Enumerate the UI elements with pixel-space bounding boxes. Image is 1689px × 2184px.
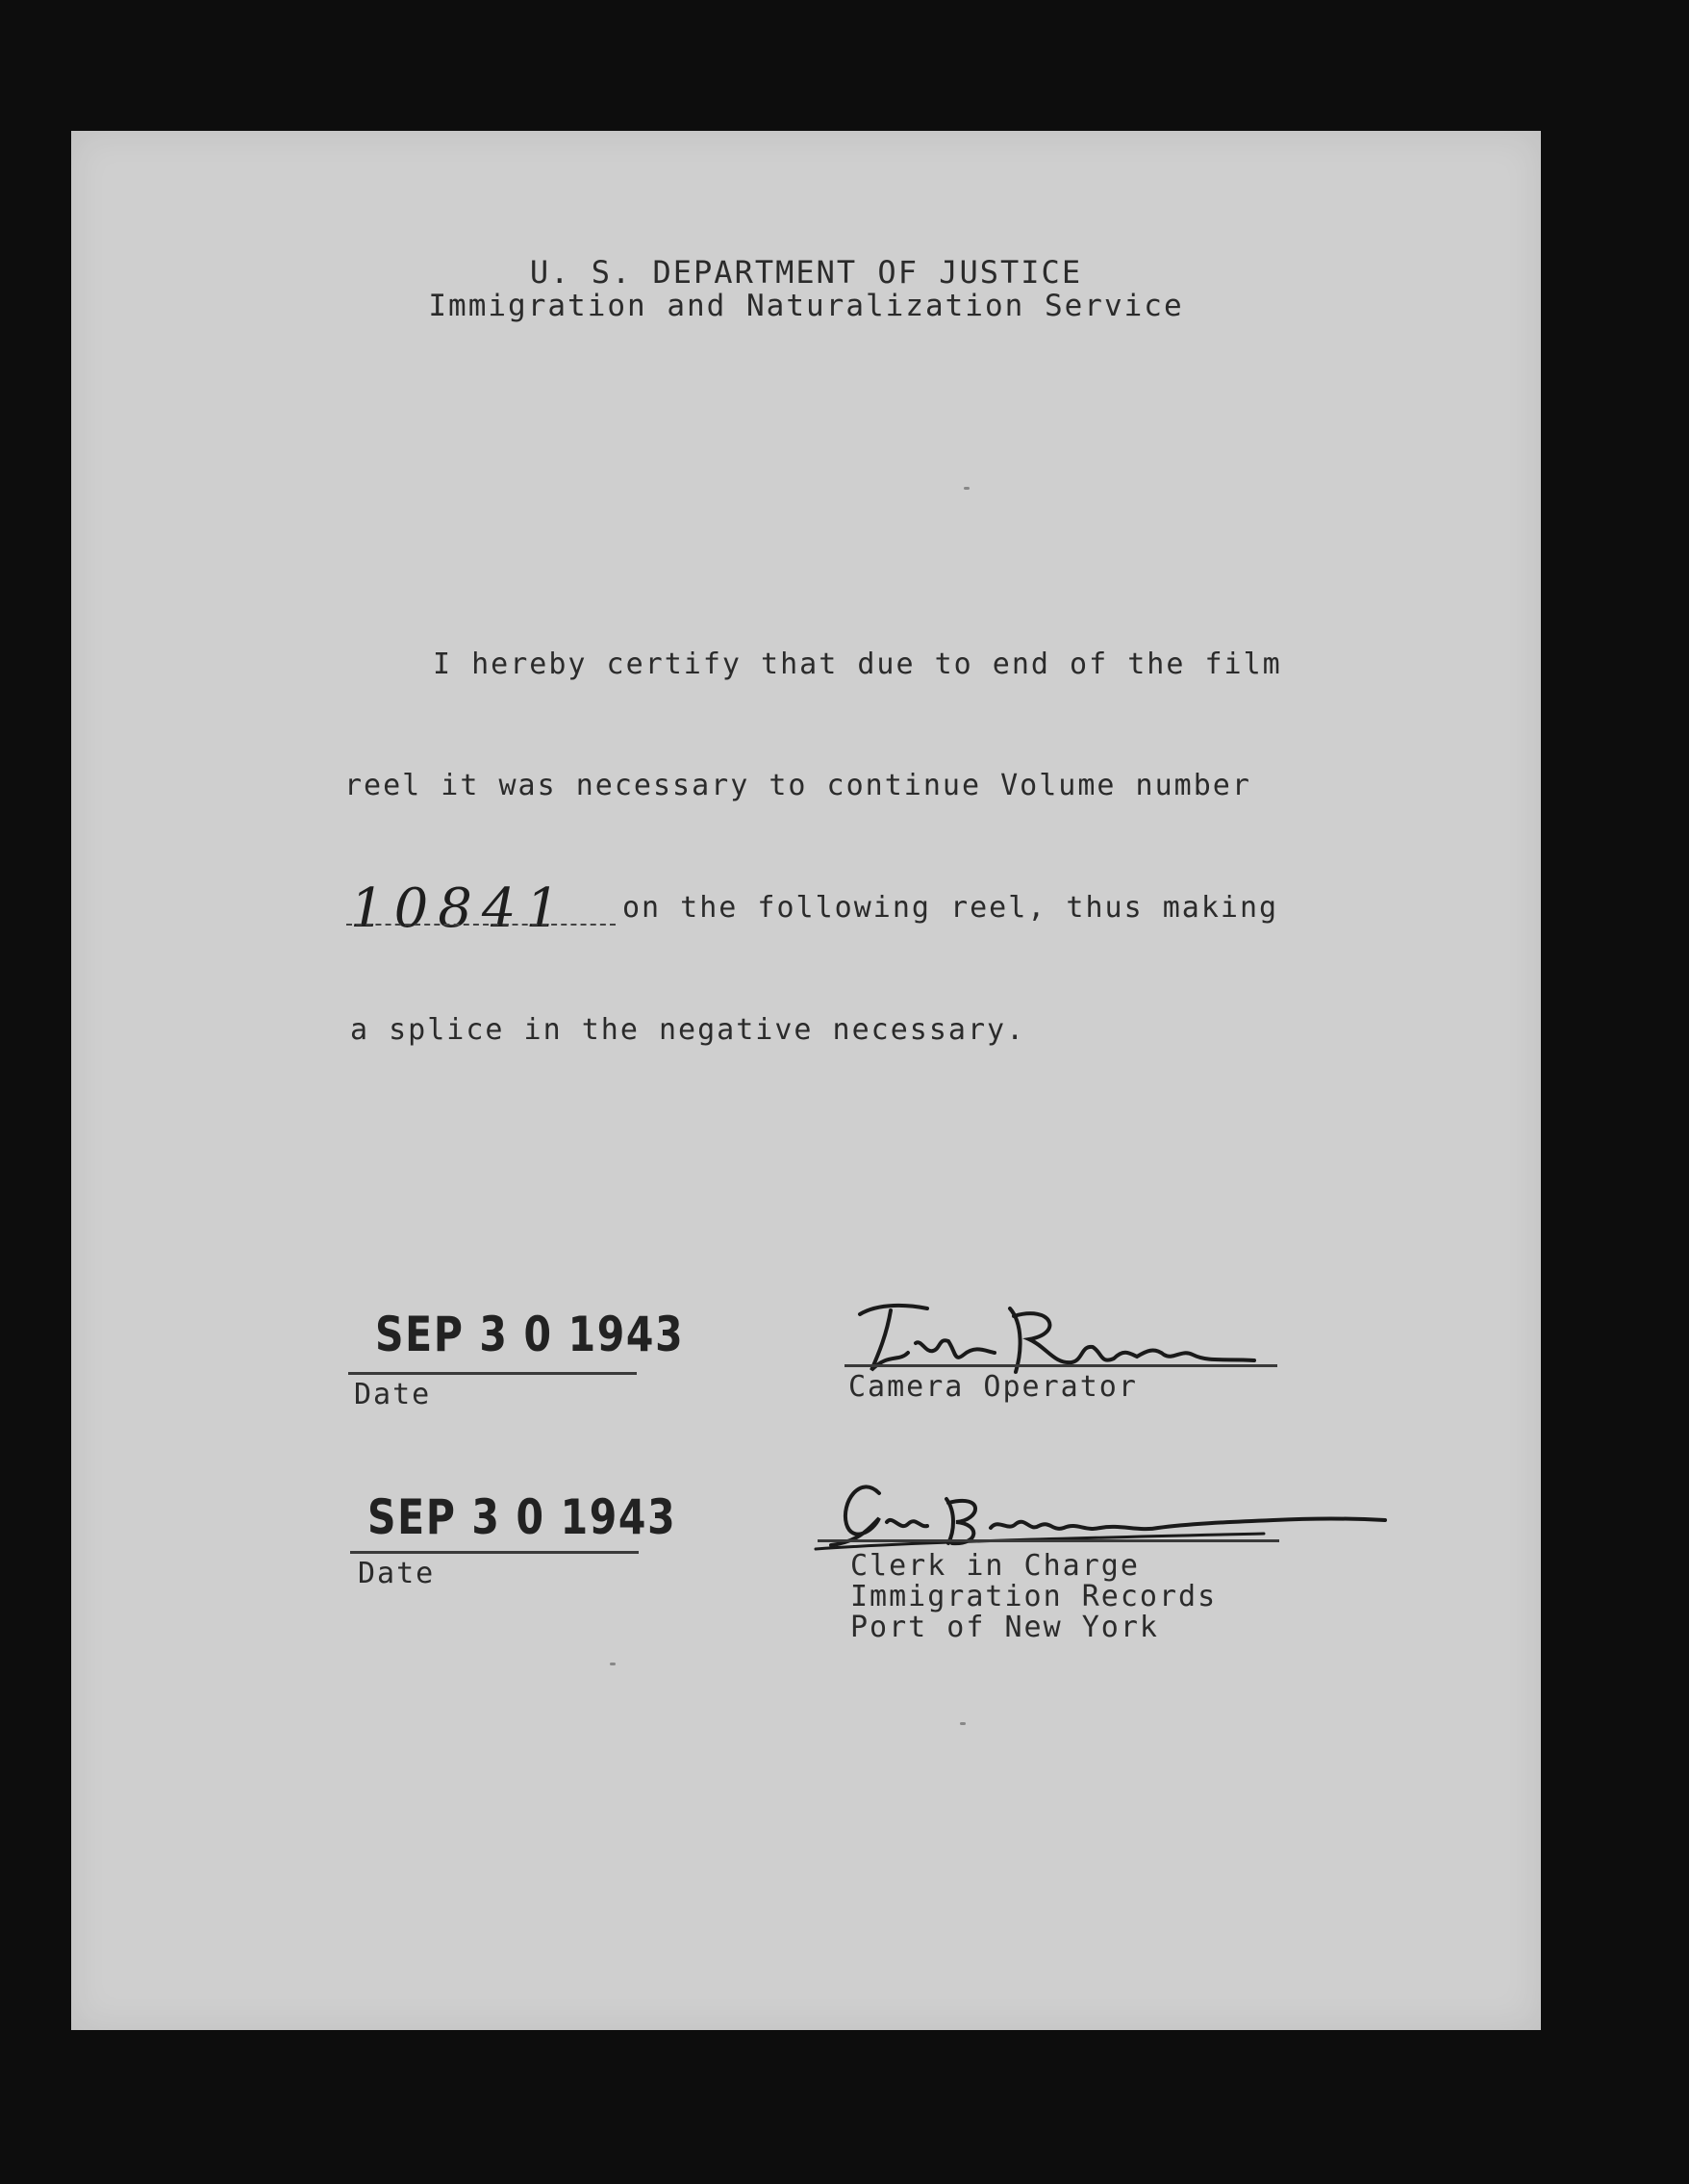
clerk-signature-line [818, 1539, 1279, 1542]
volume-number: 10841 [350, 877, 570, 940]
clerk-signature [812, 1464, 1408, 1561]
date-label-2: Date [358, 1557, 436, 1590]
camera-operator-signature [841, 1295, 1341, 1382]
agency-subheading: Immigration and Naturalization Service [428, 289, 1184, 323]
clerk-title-line-1: Clerk in Charge [850, 1549, 1140, 1583]
certification-line-4: a splice in the negative necessary. [350, 1013, 1026, 1047]
document-page [71, 131, 1541, 2030]
camera-operator-signature-line [844, 1364, 1277, 1367]
date-stamp-2: SEP 3 0 1943 [367, 1489, 677, 1545]
paper-speck [610, 1663, 616, 1665]
camera-operator-label: Camera Operator [848, 1370, 1138, 1404]
certification-line-1: I hereby certify that due to end of the film [433, 648, 1282, 681]
volume-number-underline [346, 924, 616, 926]
agency-heading: U. S. DEPARTMENT OF JUSTICE [529, 254, 1083, 291]
clerk-title-line-2: Immigration Records [850, 1580, 1218, 1613]
date-stamp-1: SEP 3 0 1943 [375, 1307, 685, 1362]
date-label-1: Date [354, 1378, 432, 1411]
certification-line-3: on the following reel, thus making [622, 891, 1279, 925]
paper-speck [964, 487, 970, 490]
clerk-title-line-3: Port of New York [850, 1611, 1159, 1644]
date-line-2 [350, 1551, 639, 1554]
certification-line-2: reel it was necessary to continue Volume number [344, 769, 1251, 802]
date-line-1 [348, 1372, 637, 1375]
paper-speck [960, 1722, 966, 1725]
